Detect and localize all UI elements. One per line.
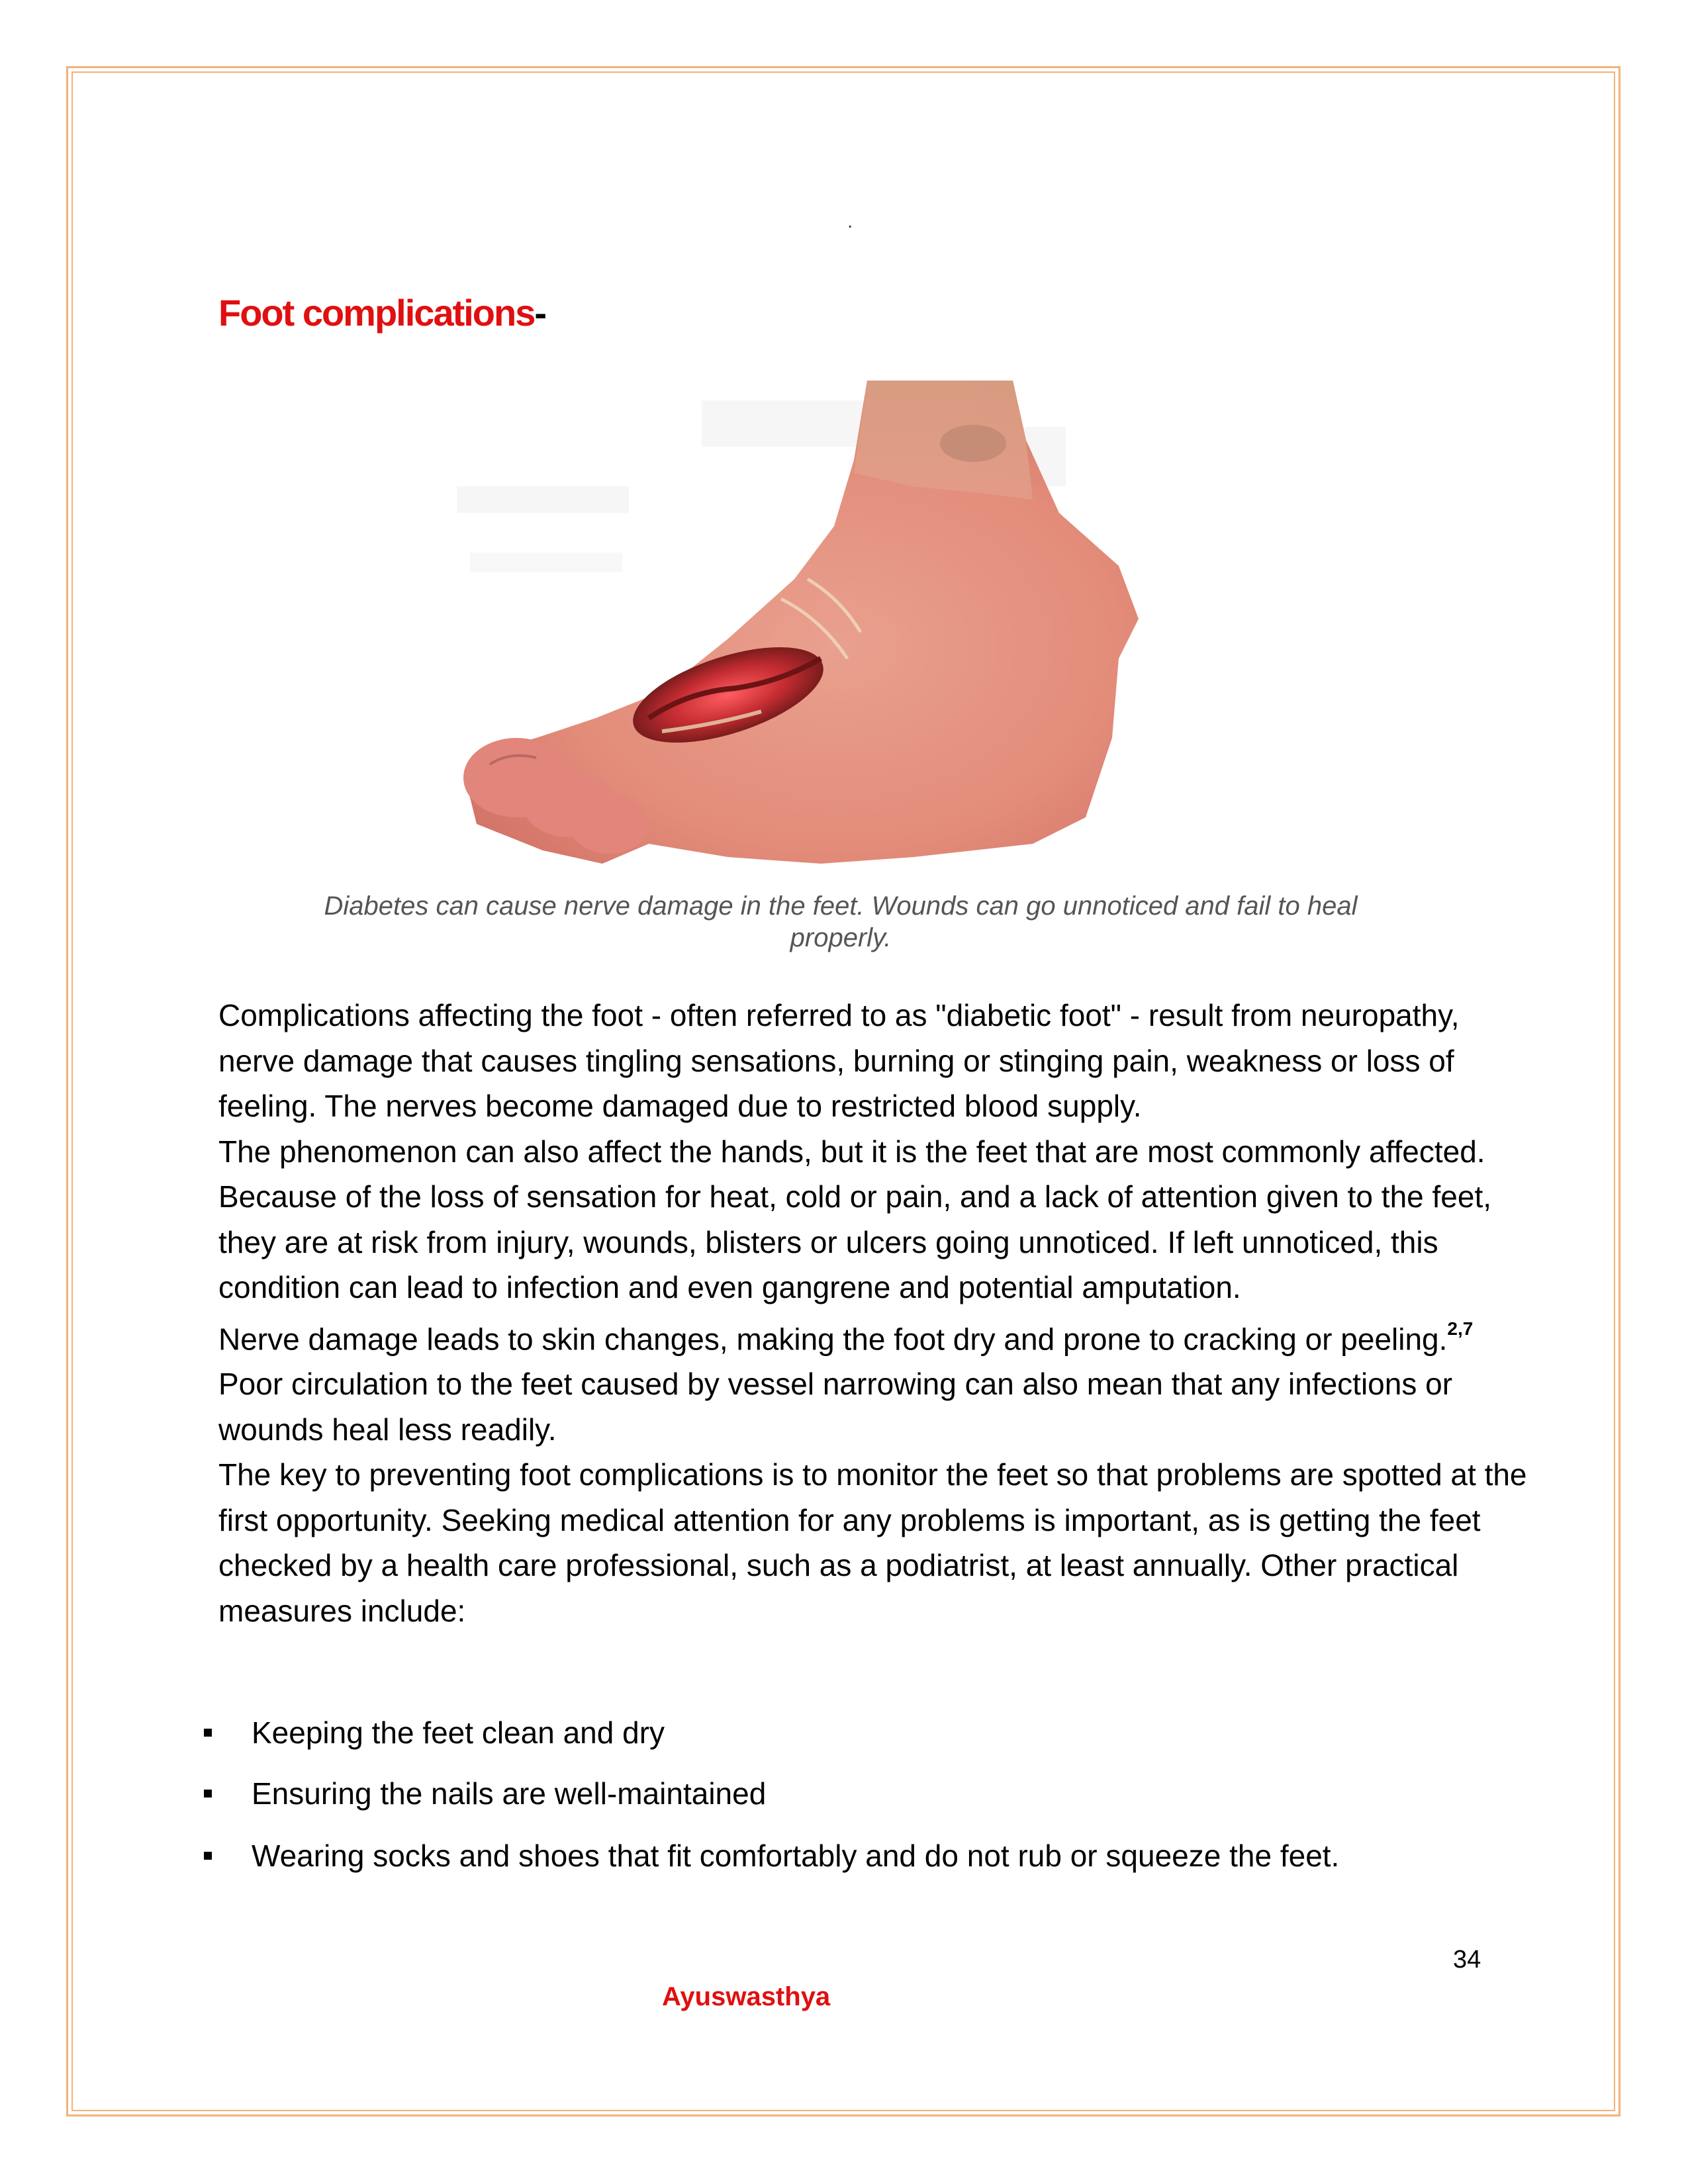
paragraph-2: The phenomenon can also affect the hands, but it is the feet that are most commonly affected. Because of the loss of sensation for heat, cold or pain, and a lack of attention given to the feet, they are at risk from injury, wounds, blisters or ulcers going unnoticed. If left unnoticed, this condition can lead to infection and even gangrene and potential amputation. (218, 1134, 1492, 1304)
citation-ref: 2,7 (1447, 1318, 1474, 1339)
section-title (218, 291, 545, 334)
header-dot: . (847, 210, 853, 232)
paragraph-1: Complications affecting the foot - often referred to as "diabetic foot" - result from neuropathy, nerve damage that causes tingling sensations, burning or stinging pain, weakness or loss of feeling. The nerves become damaged due to restricted blood supply. (218, 998, 1460, 1123)
body-text (218, 993, 1529, 1633)
diabetic-foot-photo (450, 381, 1258, 890)
bullet-square-icon (204, 1790, 212, 1797)
section-title-suffix: - (534, 292, 546, 334)
paragraph-3 (218, 1310, 1529, 1453)
caption-line-2: properly. (790, 923, 892, 952)
footer-brand: Ayuswasthya (662, 1982, 831, 2011)
bullet-square-icon (204, 1729, 212, 1737)
list-item (199, 1713, 1523, 1774)
list-item-text: Keeping the feet clean and dry (252, 1715, 665, 1750)
list-item (199, 1836, 1523, 1897)
paragraph-3-part-1: Nerve damage leads to skin changes, making the foot dry and prone to cracking or peeling. (218, 1321, 1448, 1356)
measures-list (199, 1713, 1523, 1897)
list-item-text: Wearing socks and shoes that fit comfortably and do not rub or squeeze the feet. (252, 1839, 1340, 1873)
caption-line-1: Diabetes can cause nerve damage in the feet. Wounds can go unnoticed and fail to heal (324, 891, 1358, 921)
bullet-square-icon (204, 1852, 212, 1860)
list-item (199, 1774, 1523, 1836)
list-item-text: Ensuring the nails are well-maintained (252, 1776, 767, 1811)
page-number: 34 (1453, 1946, 1481, 1974)
paragraph-3-part-2: Poor circulation to the feet caused by vessel narrowing can also mean that any infections or wounds heal less readily. (218, 1367, 1453, 1447)
section-title-text: Foot complications (218, 292, 535, 334)
figure-caption (218, 890, 1463, 954)
paragraph-4: The key to preventing foot complications is to monitor the feet so that problems are spotted at the first opportunity. Seeking medical attention for any problems is important, as is getting the feet checked by a health care professional, such as a podiatrist, at least annually. Other practical measures include: (218, 1457, 1527, 1628)
